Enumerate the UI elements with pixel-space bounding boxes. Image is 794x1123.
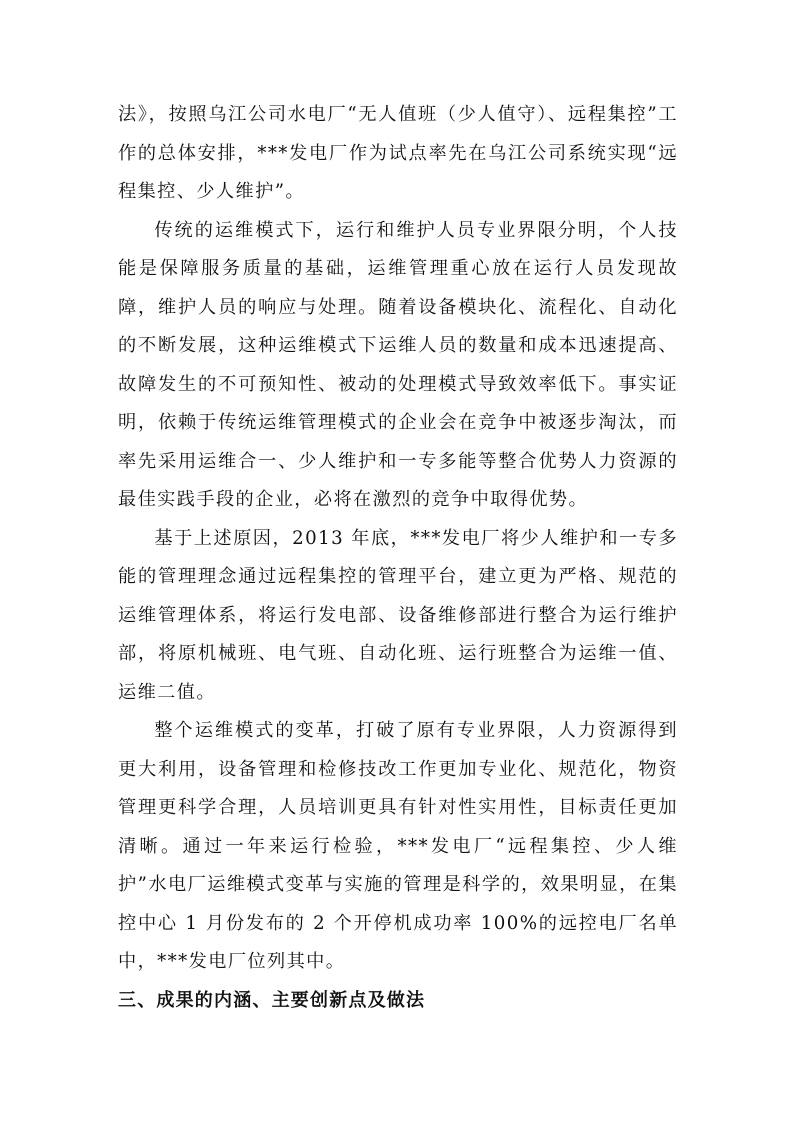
document-body (118, 96, 678, 1020)
paragraph-intro-continuation: 法》，按照乌江公司水电厂“无人值班（少人值守）、远程集控”工作的总体安排，***发电厂作为试点率先在乌江公司系统实现“远程集控、少人维护”。 (118, 104, 678, 202)
paragraph-results: 整个运维模式的变革，打破了原有专业界限，人力资源得到更大利用，设备管理和检修技改工作更加专业化、规范化，物资管理更科学合理，人员培训更具有针对性实用性，目标责任更加清晰。通过一年来运行检验，***发电厂“远程集控、少人维护”水电厂运维模式变革与实施的管理是科学的，效果明显，在集控中心 1 月份发布的 2 个开停机成功率 100%的远控电厂名单中，***发电厂位列其中。 (118, 720, 678, 972)
paragraph-reorganization: 基于上述原因，2013 年底，***发电厂将少人维护和一专多能的管理理念通过远程集控的管理平台，建立更为严格、规范的运维管理体系，将运行发电部、设备维修部进行整合为运行维护部，将原机械班、电气班、自动化班、运行班整合为运维一值、运维二值。 (118, 527, 678, 703)
section-heading: 三、成果的内涵、主要创新点及做法 (118, 989, 426, 1011)
paragraph-traditional-model: 传统的运维模式下，运行和维护人员专业界限分明，个人技能是保障服务质量的基础，运维管理重心放在运行人员发现故障，维护人员的响应与处理。随着设备模块化、流程化、自动化的不断发展，这种运维模式下运维人员的数量和成本迅速提高、故障发生的不可预知性、被动的处理模式导致效率低下。事实证明，依赖于传统运维管理模式的企业会在竞争中被逐步淘汰，而率先采用运维合一、少人维护和一专多能等整合优势人力资源的最佳实践手段的企业，必将在激烈的竞争中取得优势。 (118, 219, 678, 510)
